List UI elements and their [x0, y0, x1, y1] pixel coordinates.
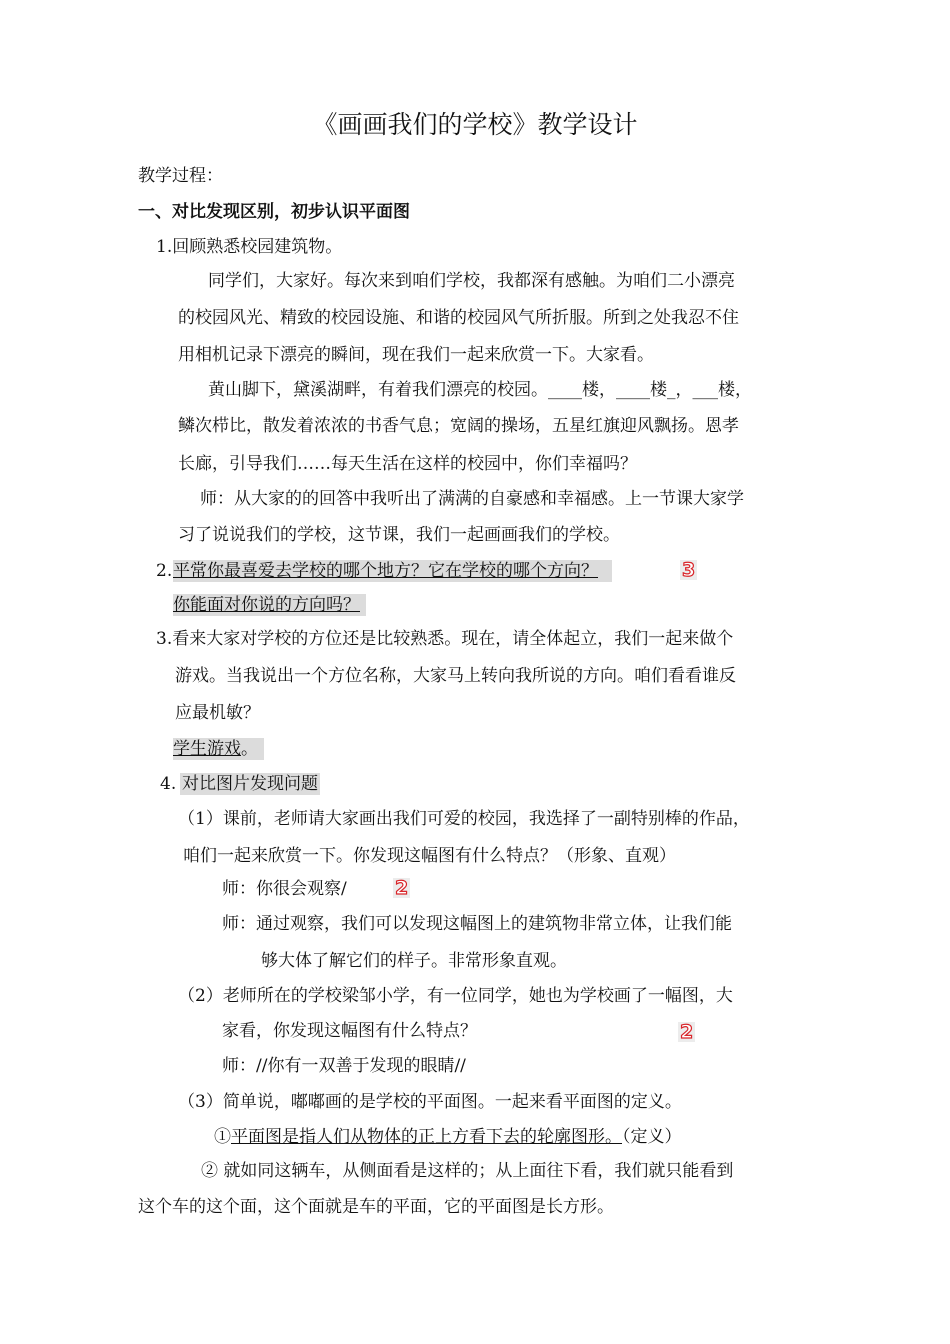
item-2-question: 平常你最喜爱去学校的哪个地方？它在学校的哪个方向？	[173, 560, 612, 582]
student-game-text: 学生游戏	[173, 739, 241, 759]
document-title: 《画画我们的学校》教学设计	[312, 110, 638, 139]
item-3-line: 应最机敏？	[175, 703, 260, 723]
teacher-remark: 师：通过观察，我们可以发现这幅图上的建筑物非常立体，让我们能	[222, 914, 732, 934]
sub-1-line: 咱们一起来欣赏一下。你发现这幅图有什么特点？（形象、直观）	[183, 846, 676, 866]
paragraph-line: 习了说说我们的学校，这节课，我们一起画画我们的学校。	[178, 525, 620, 545]
definition-tag: （定义）	[622, 1127, 682, 1147]
car-line: ② 就如同这辆车，从侧面看是这样的；从上面往下看，我们就只能看到	[201, 1161, 734, 1181]
student-game	[173, 738, 264, 760]
item-2-number: 2.	[156, 561, 173, 581]
car-line: 这个车的这个面，这个面就是车的平面，它的平面图是长方形。	[138, 1197, 614, 1217]
item-1: 1.回顾熟悉校园建筑物。	[156, 237, 343, 257]
paragraph-line: 的校园风光、精致的校园设施、和谐的校园风气所折服。所到之处我忍不住	[178, 308, 739, 328]
student-game-period: 。	[241, 739, 258, 759]
count-badge: 2	[395, 877, 409, 899]
paragraph-line: 鳞次栉比，散发着浓浓的书香气息；宽阔的操场，五星红旗迎风飘扬。恩孝	[178, 416, 739, 436]
sub-2-line: 家看，你发现这幅图有什么特点？	[222, 1021, 477, 1041]
paragraph-line: 用相机记录下漂亮的瞬间，现在我们一起来欣赏一下。大家看。	[178, 345, 654, 365]
count-badge: 3	[682, 559, 696, 581]
definition	[214, 1126, 682, 1148]
count-badge: 2	[680, 1021, 694, 1043]
item-4-number: 4.	[160, 774, 177, 794]
paragraph-line: 长廊，引导我们……每天生活在这样的校园中，你们幸福吗？	[178, 454, 637, 474]
item-3-line: 游戏。当我说出一个方位名称，大家马上转向我所说的方向。咱们看看谁反	[175, 666, 736, 686]
item-3-line: 3.看来大家对学校的方位还是比较熟悉。现在，请全体起立，我们一起来做个	[156, 629, 734, 649]
item-4-title: 对比图片发现问题	[182, 774, 318, 794]
sub-3-line: （3）简单说，嘟嘟画的是学校的平面图。一起来看平面图的定义。	[178, 1092, 682, 1112]
definition-number: ①	[214, 1127, 231, 1147]
paragraph-line: 同学们，大家好。每次来到咱们学校，我都深有感触。为咱们二小漂亮	[208, 271, 735, 291]
item-2-question-2: 你能面对你说的方向吗？	[173, 594, 366, 616]
process-label: 教学过程：	[138, 166, 223, 186]
teacher-remark: 够大体了解它们的样子。非常形象直观。	[261, 951, 567, 971]
paragraph-line: 黄山脚下，黛溪湖畔，有着我们漂亮的校园。____楼，____楼_，___楼，	[208, 380, 752, 400]
paragraph-line: 师：从大家的的回答中我听出了满满的自豪感和幸福感。上一节课大家学	[200, 489, 744, 509]
section-heading: 一、对比发现区别，初步认识平面图	[138, 202, 410, 222]
sub-2-line: （2）老师所在的学校梁邹小学，有一位同学，她也为学校画了一幅图，大	[178, 986, 733, 1006]
definition-text: 平面图是指人们从物体的正上方看下去的轮廓图形。	[231, 1127, 622, 1147]
teacher-remark: 师：你很会观察/	[222, 879, 347, 899]
teacher-remark: 师：//你有一双善于发现的眼睛//	[222, 1056, 466, 1076]
sub-1-line: （1）课前，老师请大家画出我们可爱的校园，我选择了一副特别棒的作品，	[178, 809, 750, 829]
